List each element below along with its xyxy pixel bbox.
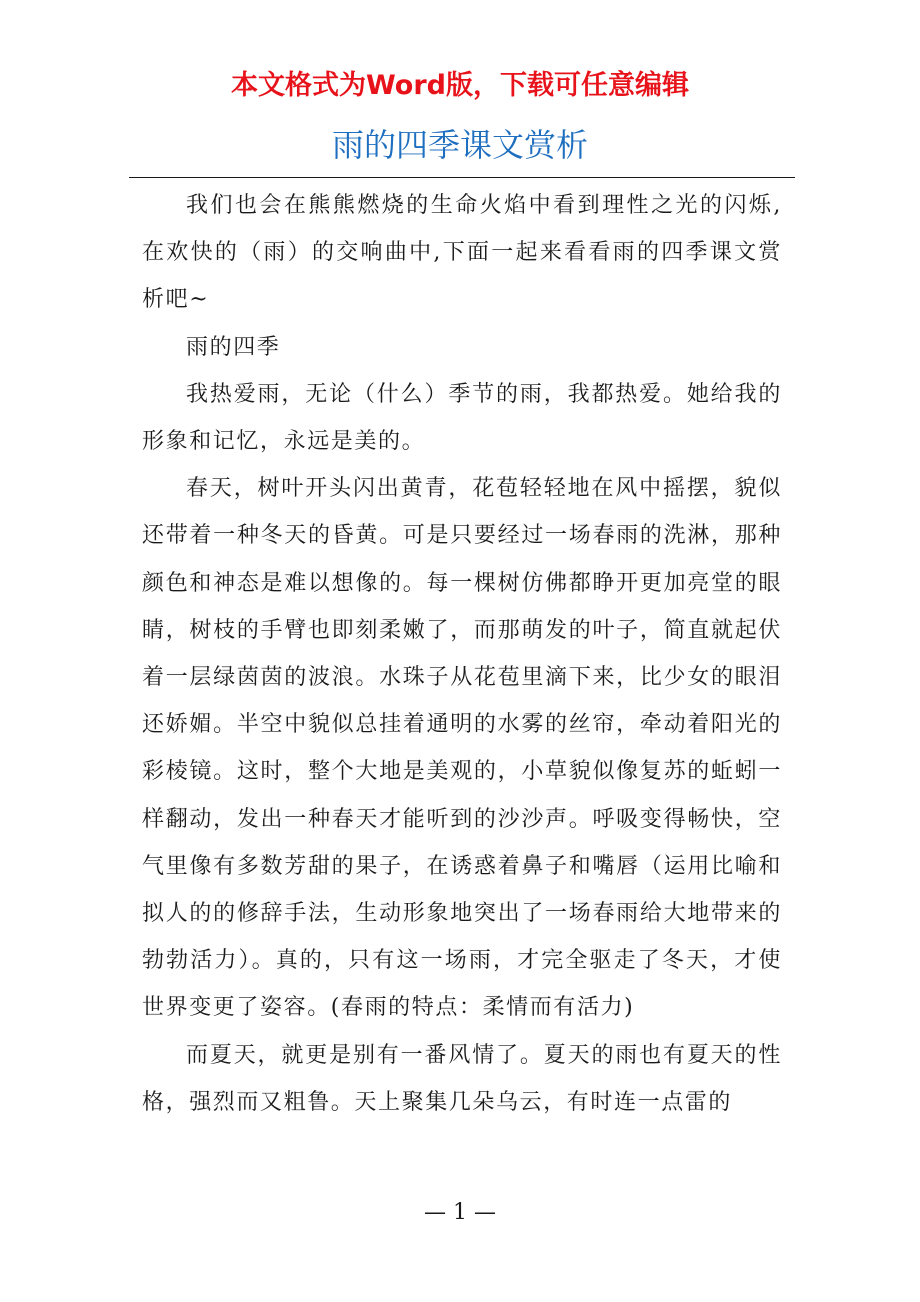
section-heading: 雨的四季 [186,334,281,360]
paragraph-spring: 春天，树叶开头闪出黄青，花苞轻轻地在风中摇摆，貌似还带着一种冬天的昏黄。可是只要经过一场春雨的洗淋，那种颜色和神态是难以想像的。每一棵树仿佛都睁开更加亮堂的眼睛，树枝的手臂也即刻柔嫩了，而那萌发的叶子，简直就起伏着一层绿茵茵的波浪。水珠子从花苞里滴下来，比少女的眼泪还娇媚。半空中貌似总挂着通明的水雾的丝帘，牵动着阳光的彩棱镜。这时，整个大地是美观的，小草貌似像复苏的蚯蚓一样翻动，发出一种春天才能听到的沙沙声。呼吸变得畅快，空气里像有多数芳甜的果子，在诱惑着鼻子和嘴唇（运用比喻和拟人的的修辞手法，生动形象地突出了一场春雨给大地带来的勃勃活力）。真的，只有这一场雨，才完全驱走了冬天，才使世界变更了姿容。(春雨的特点：柔情而有活力) [142,476,782,1021]
download-banner: 本文格式为Word版，下载可任意编辑 [230,70,689,101]
paragraph-summer: 而夏天，就更是别有一番风情了。夏天的雨也有夏天的性格，强烈而又粗鲁。天上聚集几朵乌云，有时连一点雷的 [142,1042,782,1115]
title-divider [129,177,795,178]
paragraph-love-rain: 我热爱雨，无论（什么）季节的雨，我都热爱。她给我的形象和记忆，永远是美的。 [142,381,782,455]
page-number: — 1 — [424,1200,496,1225]
intro-paragraph: 我们也会在熊熊燃烧的生命火焰中看到理性之光的闪烁,在欢快的（雨）的交响曲中,下面一起来看看雨的四季课文赏析吧~ [142,193,782,313]
article-body [142,182,782,1126]
document-title: 雨的四季课文赏析 [331,126,588,164]
